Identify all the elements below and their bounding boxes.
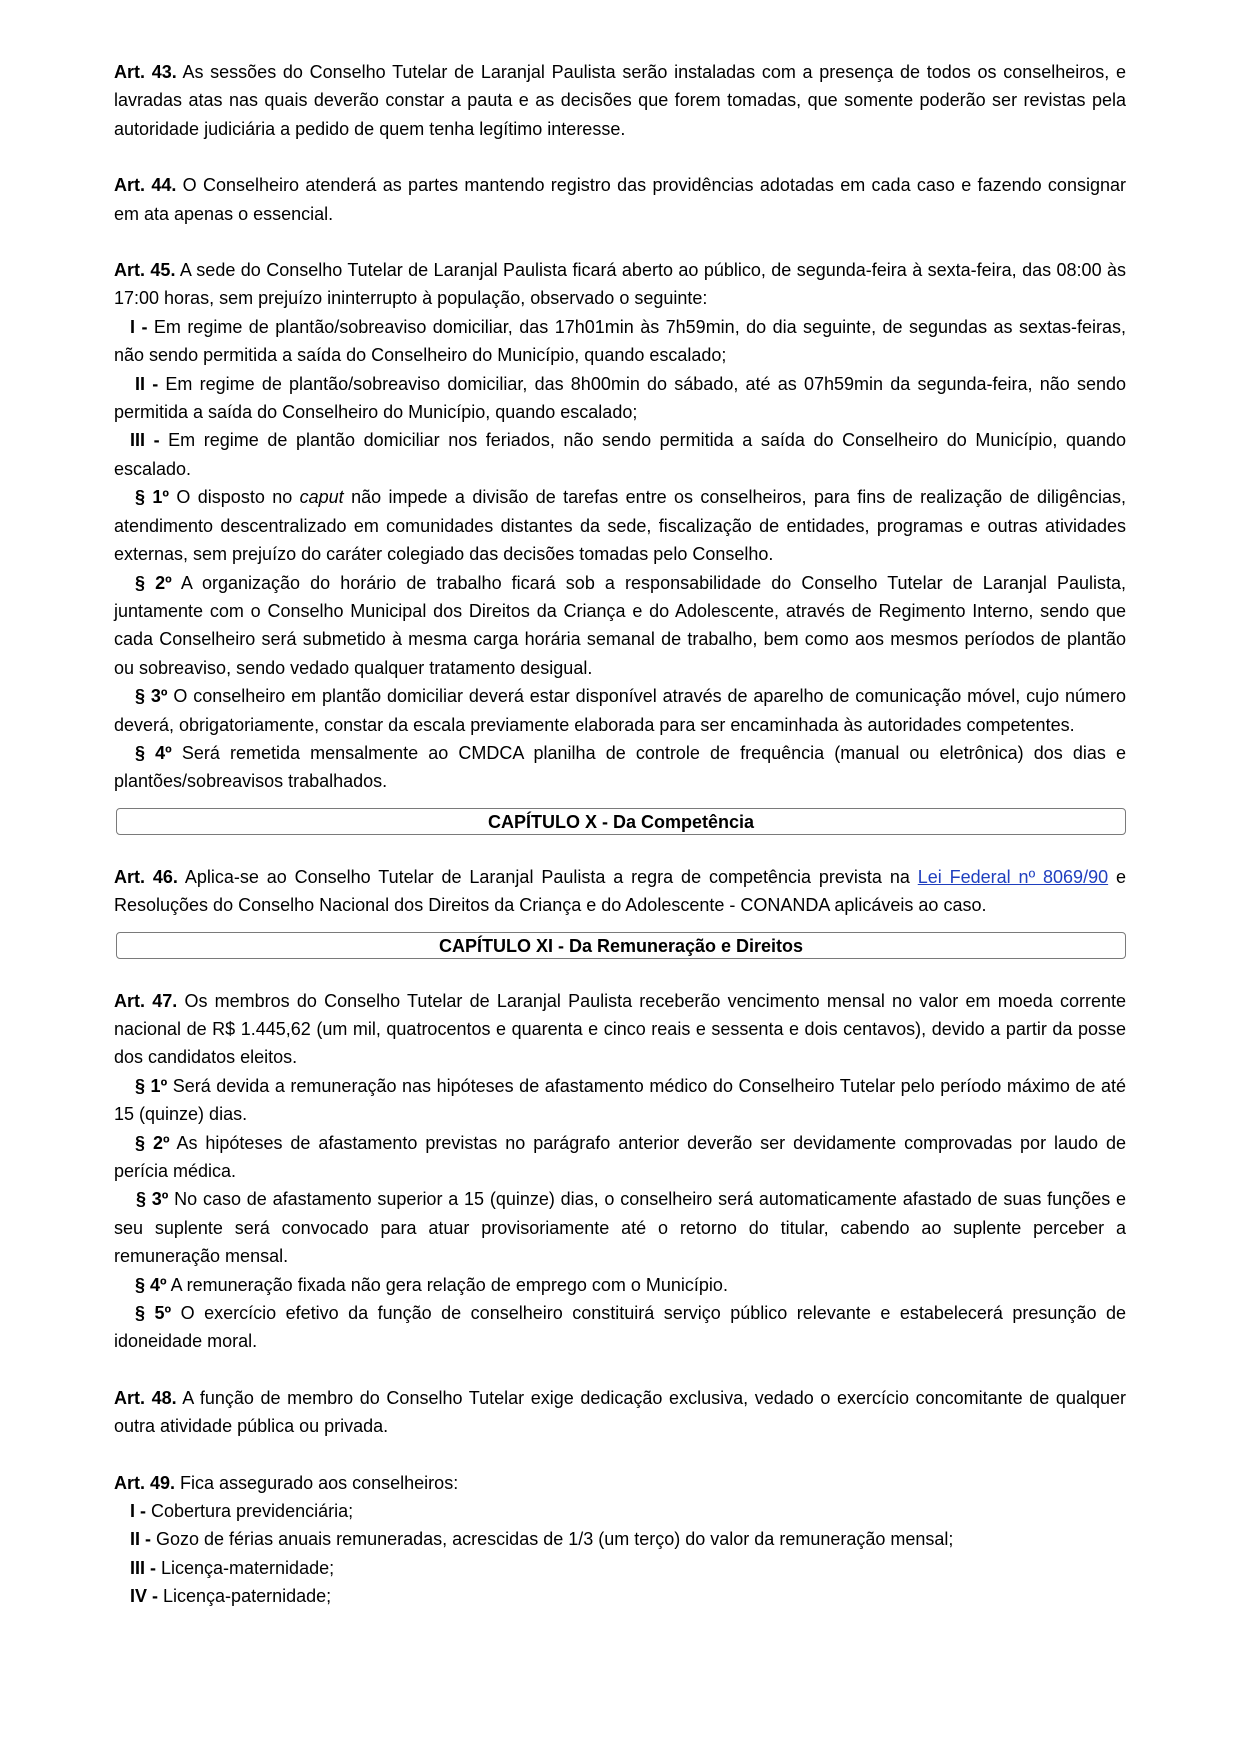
article-45-paragraph-2 — [114, 569, 1126, 683]
item-text: Em regime de plantão/sobreaviso domiciliar, das 17h01min às 7h59min, do dia seguinte, de segundas as sextas-feiras, não sendo permitida a saída do Conselheiro do Município, quando escalado; — [114, 316, 1126, 366]
paragraph-label: § 2º — [135, 572, 172, 593]
caput-term: caput — [299, 487, 344, 508]
item-label: I - — [130, 1501, 146, 1522]
article-47-label: Art. 47. — [114, 990, 178, 1011]
article-46-text-cont: e Resoluções do Conselho Nacional dos Direitos da Criança e do Adolescente - CONANDA aplicáveis ao caso. — [114, 866, 1127, 916]
article-46-text: Aplica-se ao Conselho Tutelar de Laranjal Paulista a regra de competência prevista na — [177, 866, 918, 887]
article-45-paragraph-1 — [114, 483, 1126, 568]
article-47-paragraph-4 — [114, 1271, 1126, 1299]
article-49-label: Art. 49. — [114, 1472, 176, 1493]
article-44-label: Art. 44. — [114, 175, 177, 196]
article-46-label: Art. 46. — [114, 866, 178, 887]
paragraph-text: não impede a divisão de tarefas entre os conselheiros, para fins de realização de diligências, atendimento descentralizado em comunidades distantes da sede, fiscalização de entidades, programas e outras atividades externas, sem prejuízo do caráter colegiado das decisões tomadas pelo Conselho. — [114, 487, 1126, 565]
item-text: Licença-paternidade; — [158, 1586, 332, 1607]
document-page — [114, 58, 1126, 1611]
item-label: II - — [135, 373, 159, 394]
article-44-text: O Conselheiro atenderá as partes mantendo registro das providências adotadas em cada caso e fazendo consignar em ata apenas o essencial. — [114, 175, 1126, 224]
article-45-paragraph-3 — [114, 682, 1126, 739]
article-46 — [114, 863, 1126, 920]
paragraph-label: § 1º — [135, 1075, 168, 1096]
paragraph-text: O disposto no — [169, 487, 300, 508]
article-47 — [114, 987, 1126, 1072]
article-45-item-i — [114, 313, 1126, 370]
item-label: III - — [130, 1557, 156, 1578]
article-45-item-ii — [114, 370, 1126, 427]
item-text: Gozo de férias anuais remuneradas, acrescidas de 1/3 (um terço) do valor da remuneração mensal; — [151, 1529, 954, 1550]
paragraph-label: § 2º — [135, 1132, 170, 1153]
paragraph-label: § 3º — [136, 1189, 169, 1210]
article-43 — [114, 58, 1126, 143]
paragraph-text: A organização do horário de trabalho ficará sob a responsabilidade do Conselho Tutelar de Laranjal Paulista, juntamente com o Conselho Municipal dos Direitos da Criança e do Adolescente, através de Regimento Interno, sendo que cada Conselheiro será submetido à mesma carga horária semanal de trabalho, bem como aos mesmos períodos de plantão ou sobreaviso, sendo vedado qualquer tratamento desigual. — [114, 572, 1127, 678]
item-label: IV - — [130, 1586, 159, 1607]
paragraph-label: § 1º — [135, 487, 169, 508]
article-44 — [114, 171, 1126, 228]
paragraph-label: § 4º — [135, 742, 172, 763]
paragraph-text: A remuneração fixada não gera relação de emprego com o Município. — [166, 1274, 728, 1295]
article-49 — [114, 1469, 1126, 1497]
item-label: III - — [130, 430, 160, 451]
article-48 — [114, 1384, 1126, 1441]
article-43-text: As sessões do Conselho Tutelar de Laranjal Paulista serão instaladas com a presença de todos os conselheiros, e lavradas atas nas quais deverão constar a pauta e as decisões que forem tomadas, que somente poderão ser revistas pela autoridade judiciária a pedido de quem tenha legítimo interesse. — [114, 62, 1126, 139]
chapter-xi-heading: CAPÍTULO XI - Da Remuneração e Direitos — [116, 932, 1126, 959]
paragraph-text: As hipóteses de afastamento previstas no parágrafo anterior deverão ser devidamente comprovadas por laudo de perícia médica. — [114, 1132, 1126, 1181]
article-45-item-iii — [114, 426, 1126, 483]
item-text: Licença-maternidade; — [156, 1557, 335, 1578]
article-47-paragraph-5 — [114, 1299, 1126, 1356]
chapter-x-heading: CAPÍTULO X - Da Competência — [116, 808, 1126, 835]
article-47-paragraph-3 — [114, 1185, 1126, 1270]
paragraph-label: § 3º — [135, 686, 168, 707]
article-45-paragraph-4 — [114, 739, 1126, 796]
article-49-item-i — [114, 1497, 1126, 1525]
article-49-item-iii — [114, 1554, 1126, 1582]
paragraph-label: § 5º — [135, 1303, 172, 1324]
item-label: I - — [130, 316, 148, 337]
paragraph-text: Será remetida mensalmente ao CMDCA planilha de controle de frequência (manual ou eletrônica) dos dias e plantões/sobreavisos trabalhados. — [114, 742, 1126, 792]
article-49-text: Fica assegurado aos conselheiros: — [175, 1472, 459, 1493]
article-49-item-iv — [114, 1582, 1126, 1610]
paragraph-text: Será devida a remuneração nas hipóteses de afastamento médico do Conselheiro Tutelar pelo período máximo de até 15 (quinze) dias. — [114, 1075, 1126, 1125]
article-45-label: Art. 45. — [114, 260, 176, 281]
lei-federal-link[interactable]: Lei Federal nº 8069/90 — [917, 866, 1109, 887]
item-text: Em regime de plantão domiciliar nos feriados, não sendo permitida a saída do Conselheiro do Município, quando escalado. — [114, 430, 1127, 479]
article-47-paragraph-1 — [114, 1072, 1126, 1129]
article-43-label: Art. 43. — [114, 62, 177, 82]
article-45 — [114, 256, 1126, 313]
item-text: Em regime de plantão/sobreaviso domiciliar, das 8h00min do sábado, até as 07h59min da segunda-feira, não sendo permitida a saída do Conselheiro do Município, quando escalado; — [114, 373, 1126, 423]
article-48-text: A função de membro do Conselho Tutelar exige dedicação exclusiva, vedado o exercício concomitante de qualquer outra atividade pública ou privada. — [114, 1387, 1126, 1437]
item-text: Cobertura previdenciária; — [146, 1501, 354, 1522]
paragraph-text: No caso de afastamento superior a 15 (quinze) dias, o conselheiro será automaticamente afastado de suas funções e seu suplente será convocado para atuar provisoriamente até o retorno do titular, cabendo ao suplente perceber a remuneração mensal. — [114, 1189, 1126, 1267]
paragraph-text: O exercício efetivo da função de conselheiro constituirá serviço público relevante e estabelecerá presunção de idoneidade moral. — [114, 1303, 1126, 1352]
article-45-text: A sede do Conselho Tutelar de Laranjal Paulista ficará aberto ao público, de segunda-feira à sexta-feira, das 08:00 às 17:00 horas, sem prejuízo ininterrupto à população, observado o seguinte: — [114, 260, 1127, 309]
paragraph-label: § 4º — [135, 1274, 167, 1295]
paragraph-text: O conselheiro em plantão domiciliar deverá estar disponível através de aparelho de comunicação móvel, cujo número deverá, obrigatoriamente, constar da escala previamente elaborada para ser encaminhada às autoridades competentes. — [114, 686, 1126, 735]
article-48-label: Art. 48. — [114, 1387, 177, 1408]
article-47-text: Os membros do Conselho Tutelar de Laranjal Paulista receberão vencimento mensal no valor em moeda corrente nacional de R$ 1.445,62 (um mil, quatrocentos e quarenta e cinco reais e sessenta e dois centavos), devido a partir da posse dos candidatos eleitos. — [114, 990, 1126, 1068]
item-label: II - — [130, 1529, 151, 1550]
article-47-paragraph-2 — [114, 1129, 1126, 1186]
article-49-item-ii — [114, 1525, 1126, 1553]
